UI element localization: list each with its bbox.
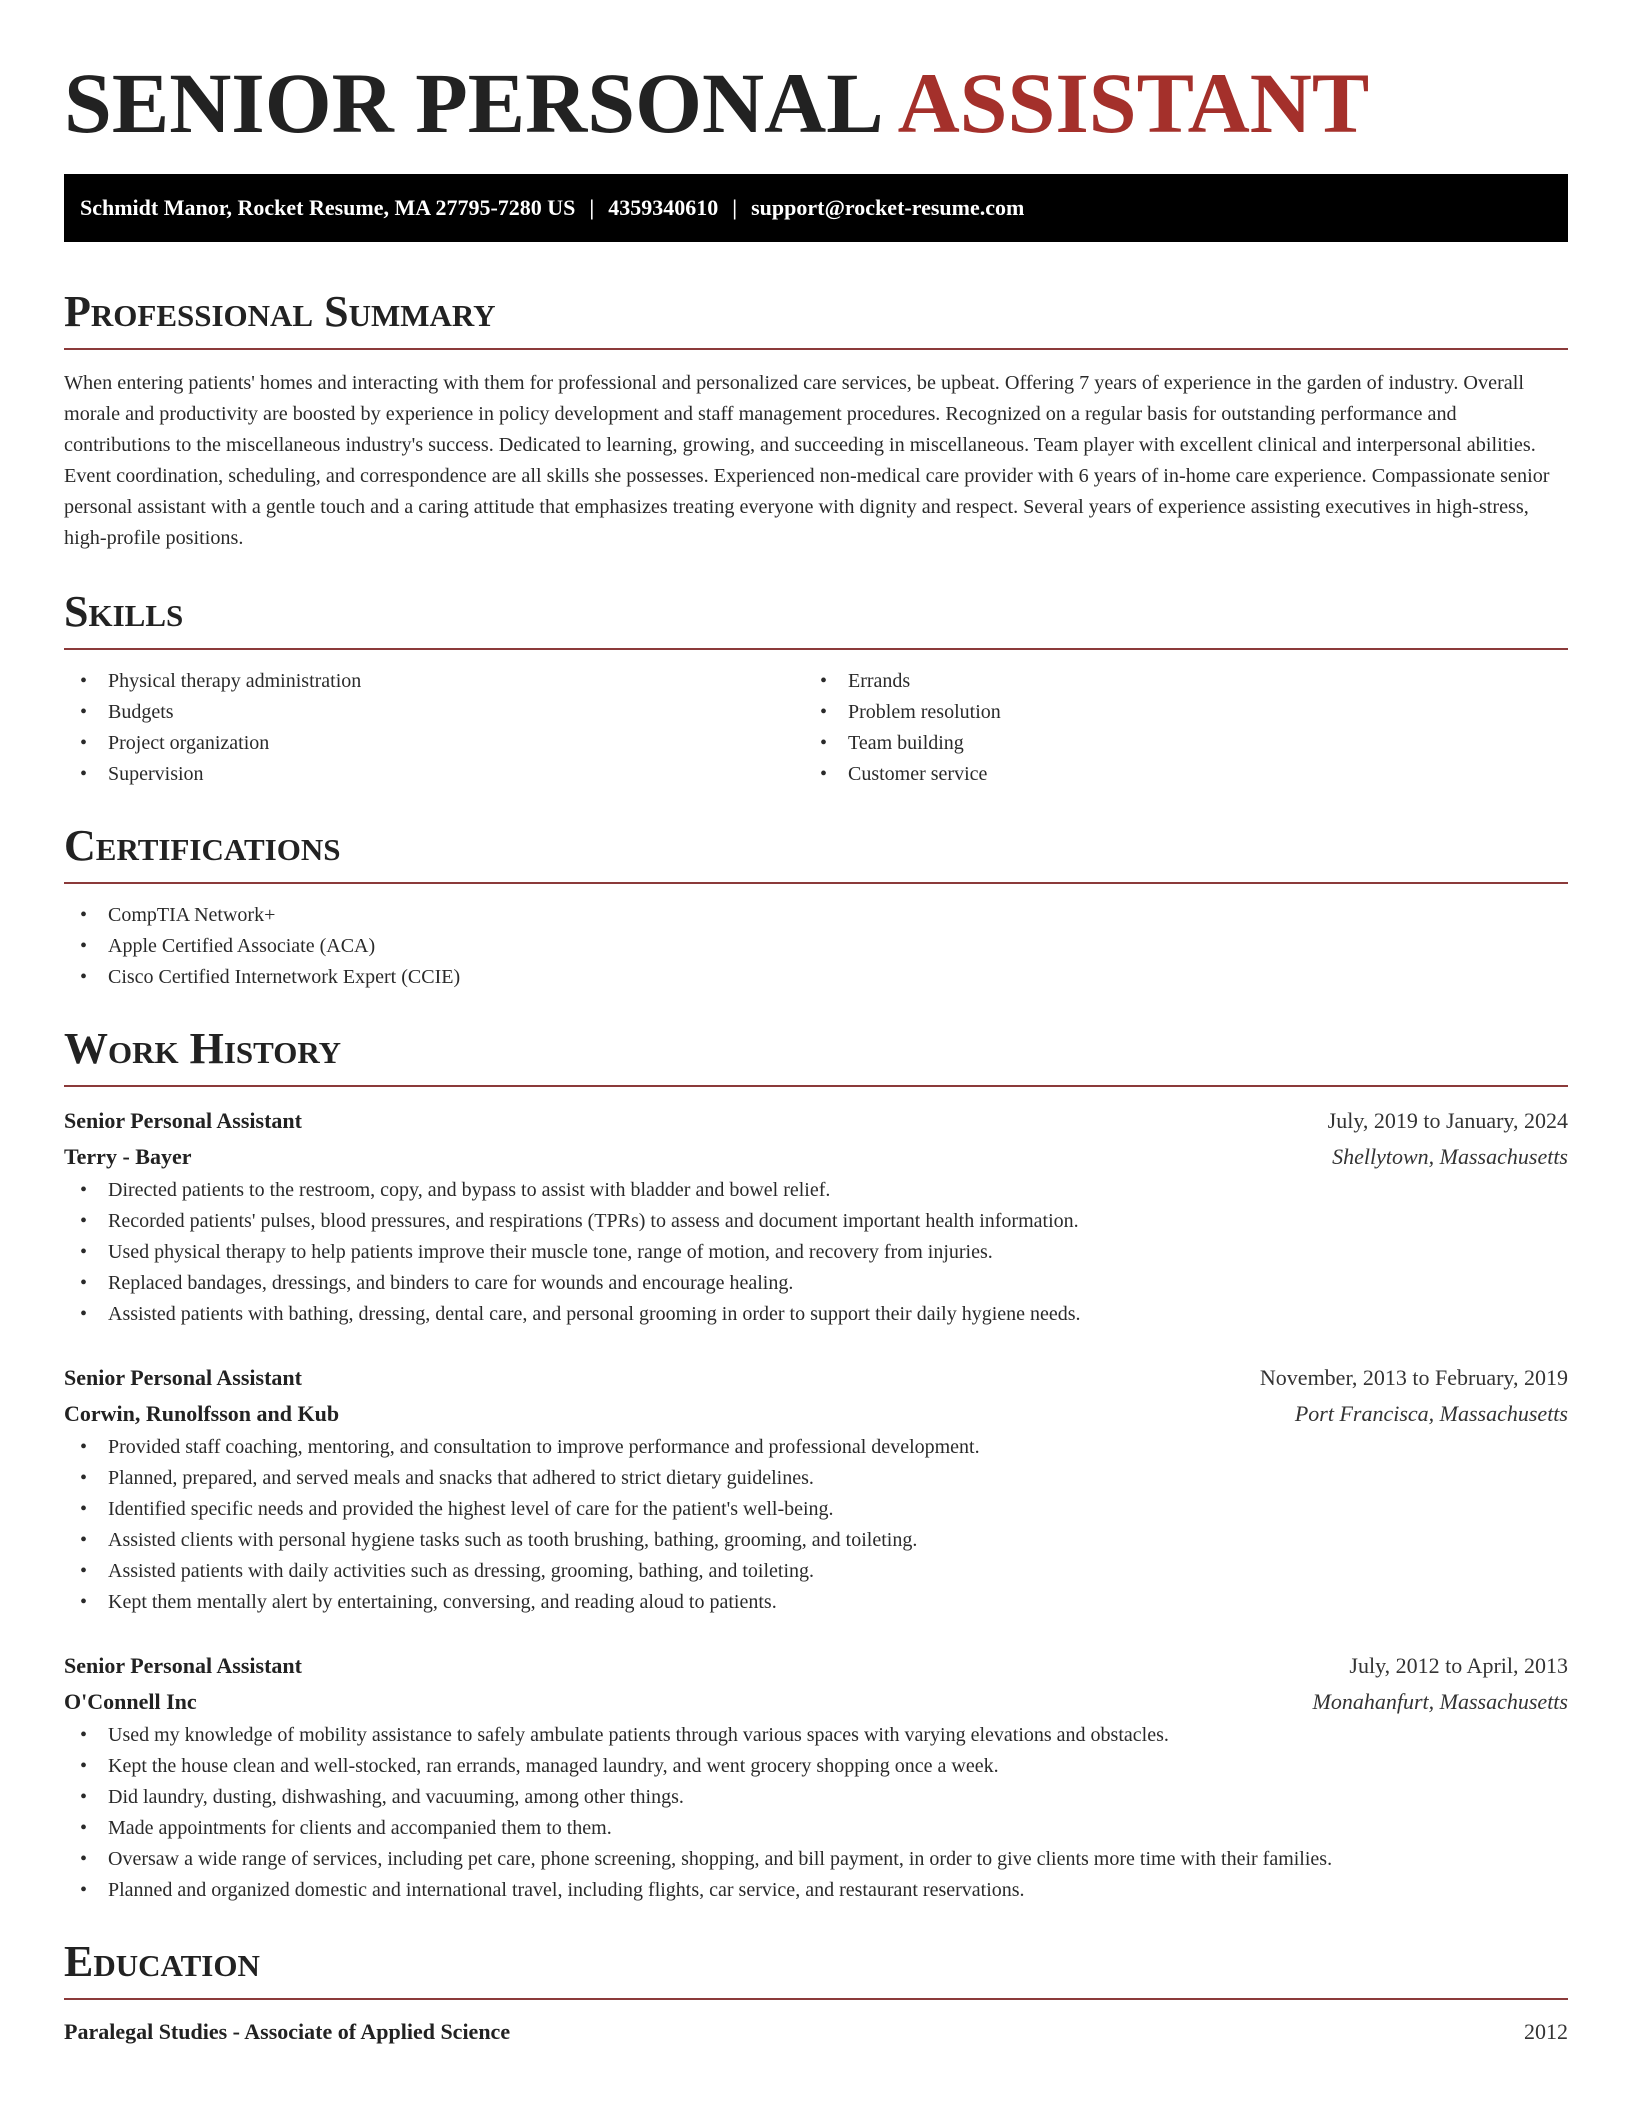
- education-year: 2012: [1524, 2019, 1568, 2044]
- skill-item: • Customer service: [804, 759, 1544, 790]
- certifications-section: [64, 820, 1568, 993]
- education-heading: Education: [64, 1937, 260, 1986]
- job-bullets: [64, 1432, 1568, 1618]
- certification-item: • Cisco Certified Internetwork Expert (CCIE): [64, 962, 1568, 993]
- job-bullet: • Did laundry, dusting, dishwashing, and vacuuming, among other things.: [64, 1782, 1568, 1813]
- job-bullet: • Oversaw a wide range of services, including pet care, phone screening, shopping, and bill payment, in order to give clients more time with their families.: [64, 1844, 1568, 1875]
- skill-item: • Errands: [804, 666, 1544, 697]
- summary-heading: Professional Summary: [64, 287, 496, 336]
- job-company: O'Connell Inc: [64, 1689, 197, 1714]
- skills-list-left: [64, 666, 804, 790]
- skill-item: • Supervision: [64, 759, 804, 790]
- job-bullet: • Planned, prepared, and served meals and snacks that adhered to strict dietary guidelines.: [64, 1463, 1568, 1494]
- job-header-row: [64, 1360, 1568, 1396]
- job-bullets: [64, 1175, 1568, 1330]
- job-title: Senior Personal Assistant: [64, 1653, 302, 1678]
- work-history-heading: Work History: [64, 1024, 342, 1073]
- section-divider: [64, 648, 1568, 650]
- job-entry: [64, 1103, 1568, 1330]
- contact-bar: [64, 174, 1568, 242]
- job-dates: July, 2012 to April, 2013: [1349, 1653, 1568, 1678]
- section-divider: [64, 348, 1568, 350]
- contact-separator: |: [589, 195, 595, 220]
- contact-separator: |: [732, 195, 738, 220]
- skills-column-left: [64, 666, 804, 790]
- section-divider: [64, 1085, 1568, 1087]
- skills-column-right: [804, 666, 1544, 790]
- certifications-heading: Certifications: [64, 821, 341, 870]
- job-bullets: [64, 1720, 1568, 1906]
- job-location: Port Francisca, Massachusetts: [1294, 1401, 1568, 1426]
- skill-item: • Problem resolution: [804, 697, 1544, 728]
- skill-item: • Team building: [804, 728, 1544, 759]
- job-bullet: • Replaced bandages, dressings, and binders to care for wounds and encourage healing.: [64, 1268, 1568, 1299]
- education-header-row: [64, 2014, 1568, 2050]
- name-last: ASSISTANT: [897, 55, 1370, 151]
- section-divider: [64, 1998, 1568, 2000]
- name-first: SENIOR PERSONAL: [64, 55, 884, 151]
- job-bullet: • Assisted patients with bathing, dressing, dental care, and personal grooming in order to support their daily hygiene needs.: [64, 1299, 1568, 1330]
- certification-item: • CompTIA Network+: [64, 900, 1568, 931]
- summary-section: [64, 286, 1568, 554]
- job-bullet: • Identified specific needs and provided the highest level of care for the patient's well-being.: [64, 1494, 1568, 1525]
- skills-list-right: [804, 666, 1544, 790]
- contact-address: Schmidt Manor, Rocket Resume, MA 27795-7280 US: [80, 195, 576, 220]
- job-company-row: [64, 1139, 1568, 1175]
- summary-text: When entering patients' homes and interacting with them for professional and personalized care services, be upbeat. Offering 7 years of experience in the garden of industry. Overall morale and productivity are boosted by experience in policy development and staff management procedures. Recognized on a regular basis for outstanding performance and contributions to the miscellaneous industry's success. Dedicated to learning, growing, and succeeding in miscellaneous. Team player with excellent clinical and interpersonal abilities. Event coordination, scheduling, and correspondence are all skills she possesses. Experienced non-medical care provider with 6 years of in-home care experience. Compassionate senior personal assistant with a gentle touch and a caring attitude that emphasizes treating everyone with dignity and respect. Several years of experience assisting executives in high-stress, high-profile positions.: [64, 372, 1550, 549]
- skill-item: • Budgets: [64, 697, 804, 728]
- certification-item: • Apple Certified Associate (ACA): [64, 931, 1568, 962]
- work-history-section: [64, 1023, 1568, 1906]
- job-bullet: • Planned and organized domestic and international travel, including flights, car service, and restaurant reservations.: [64, 1875, 1568, 1906]
- job-header-row: [64, 1648, 1568, 1684]
- education-section: [64, 1936, 1568, 2050]
- job-entry: [64, 1648, 1568, 1906]
- skills-heading: Skills: [64, 587, 184, 636]
- job-bullet: • Assisted patients with daily activities such as dressing, grooming, bathing, and toileting.: [64, 1556, 1568, 1587]
- job-bullet: • Made appointments for clients and accompanied them to them.: [64, 1813, 1568, 1844]
- skill-item: • Physical therapy administration: [64, 666, 804, 697]
- job-company-row: [64, 1684, 1568, 1720]
- job-bullet: • Used my knowledge of mobility assistance to safely ambulate patients through various spaces with varying elevations and obstacles.: [64, 1720, 1568, 1751]
- resume-name: [64, 55, 1568, 151]
- job-bullet: • Assisted clients with personal hygiene tasks such as tooth brushing, bathing, grooming, and toileting.: [64, 1525, 1568, 1556]
- education-degree: Paralegal Studies - Associate of Applied Science: [64, 2019, 511, 2044]
- job-bullet: • Used physical therapy to help patients improve their muscle tone, range of motion, and recovery from injuries.: [64, 1237, 1568, 1268]
- certifications-list: [64, 900, 1568, 993]
- job-company: Corwin, Runolfsson and Kub: [64, 1401, 340, 1426]
- job-dates: July, 2019 to January, 2024: [1327, 1108, 1568, 1133]
- job-title: Senior Personal Assistant: [64, 1365, 302, 1390]
- skill-item: • Project organization: [64, 728, 804, 759]
- job-location: Shellytown, Massachusetts: [1332, 1144, 1568, 1169]
- job-company-row: [64, 1396, 1568, 1432]
- contact-email: support@rocket-resume.com: [751, 195, 1025, 220]
- job-bullet: • Kept the house clean and well-stocked, ran errands, managed laundry, and went grocery shopping once a week.: [64, 1751, 1568, 1782]
- job-bullet: • Provided staff coaching, mentoring, and consultation to improve performance and professional development.: [64, 1432, 1568, 1463]
- job-company: Terry - Bayer: [64, 1144, 192, 1169]
- job-dates: November, 2013 to February, 2019: [1259, 1365, 1568, 1390]
- skills-grid: [64, 666, 1568, 790]
- job-entry: [64, 1360, 1568, 1618]
- job-bullet: • Kept them mentally alert by entertaining, conversing, and reading aloud to patients.: [64, 1587, 1568, 1618]
- job-title: Senior Personal Assistant: [64, 1108, 302, 1133]
- job-bullet: • Recorded patients' pulses, blood pressures, and respirations (TPRs) to assess and document important health information.: [64, 1206, 1568, 1237]
- job-bullet: • Directed patients to the restroom, copy, and bypass to assist with bladder and bowel relief.: [64, 1175, 1568, 1206]
- contact-phone: 4359340610: [608, 195, 719, 220]
- section-divider: [64, 882, 1568, 884]
- education-entry: [64, 2014, 1568, 2050]
- job-location: Monahanfurt, Massachusetts: [1312, 1689, 1568, 1714]
- skills-section: [64, 586, 1568, 790]
- job-header-row: [64, 1103, 1568, 1139]
